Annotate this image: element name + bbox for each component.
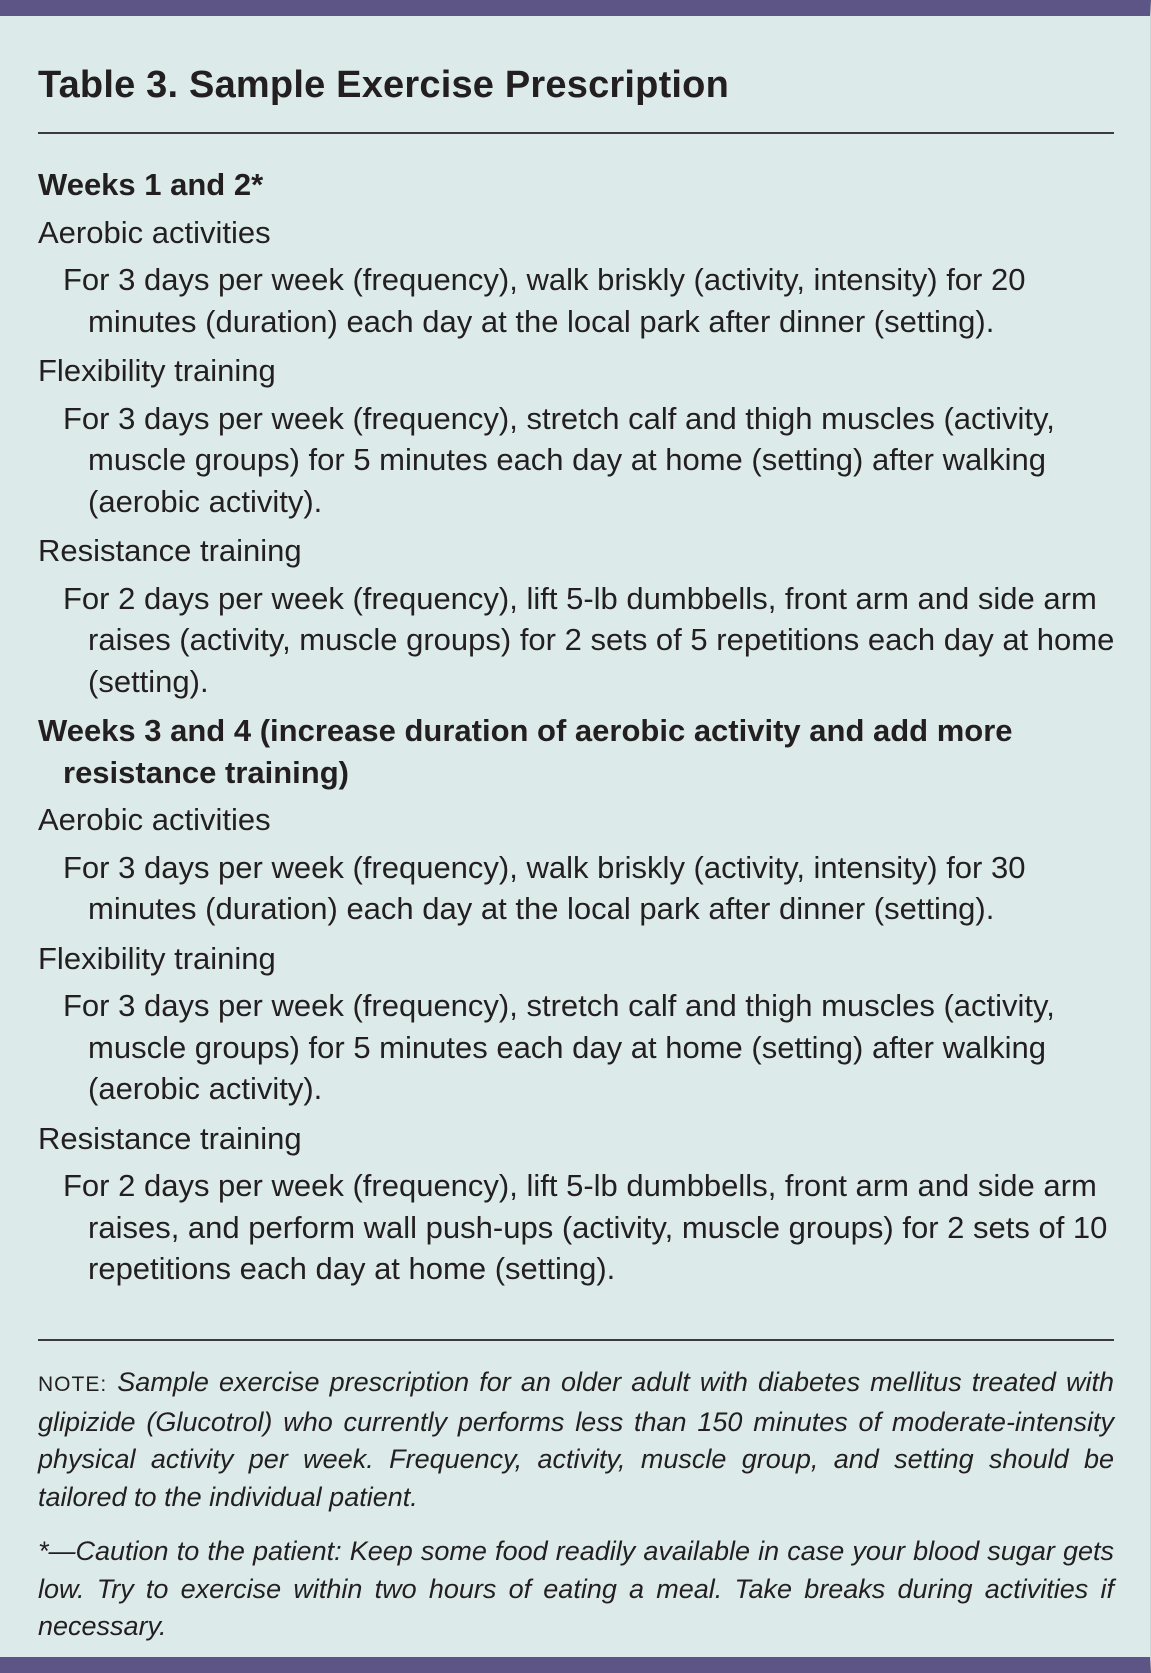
top-rule [38,132,1114,134]
bottom-rule [38,1339,1114,1341]
category-heading: Aerobic activities [38,214,271,250]
category-description: For 3 days per week (frequency), walk briskly (activity, intensity) for 30 minutes (duration) each day at the local park after dinner (setting). [63,849,1026,926]
section-weeks-3-4 [38,710,1118,1290]
note-label: NOTE: [38,1373,108,1396]
footnote: *—Caution to the patient: Keep some food readily available in case your blood sugar gets low. Try to exercise within two hours of eating a meal. Take breaks during activities if necessary. [38,1536,1114,1641]
category-heading: Resistance training [38,533,302,568]
category-description: For 2 days per week (frequency), lift 5-lb dumbbells, front arm and side arm raises, and perform wall push-ups (activity, muscle groups) for 2 sets of 10 repetitions each day at home (setting). [63,1168,1108,1286]
category-description: For 2 days per week (frequency), lift 5-lb dumbbells, front arm and side arm raises (activity, muscle groups) for 2 sets of 5 repetitions each day at home (setting). [63,580,1115,699]
category-heading: Flexibility training [38,353,276,388]
category-description: For 3 days per week (frequency), stretch calf and thigh muscles (activity, muscle groups) for 5 minutes each day at home (setting) after walking (aerobic activity). [63,988,1055,1106]
category-heading: Aerobic activities [38,802,271,837]
note-paragraph [38,1364,1114,1516]
section-heading: Weeks 1 and 2* [38,167,264,202]
section-weeks-1-2 [38,164,1118,702]
note-text: Sample exercise prescription for an older adult with diabetes mellitus treated with glipizide (Glucotrol) who currently performs less than 150 minutes of moderate-intensity physical activity per week. Frequency, activity, muscle group, and setting should be tailored to the individual patient. [38,1367,1114,1512]
category-heading: Resistance training [38,1120,302,1156]
category-description: For 3 days per week (frequency), stretch calf and thigh muscles (activity, muscle groups) for 5 minutes each day at home (setting) after walking (aerobic activity). [63,400,1055,519]
section-heading: Weeks 3 and 4 (increase duration of aerobic activity and add more resistance training) [38,713,1013,790]
table-title: Table 3. Sample Exercise Prescription [38,64,730,106]
category-description: For 3 days per week (frequency), walk briskly (activity, intensity) for 20 minutes (duration) each day at the local park after dinner (setting). [63,262,1026,339]
table-body [38,164,1118,1298]
category-heading: Flexibility training [38,940,276,976]
table-notes [38,1364,1114,1663]
